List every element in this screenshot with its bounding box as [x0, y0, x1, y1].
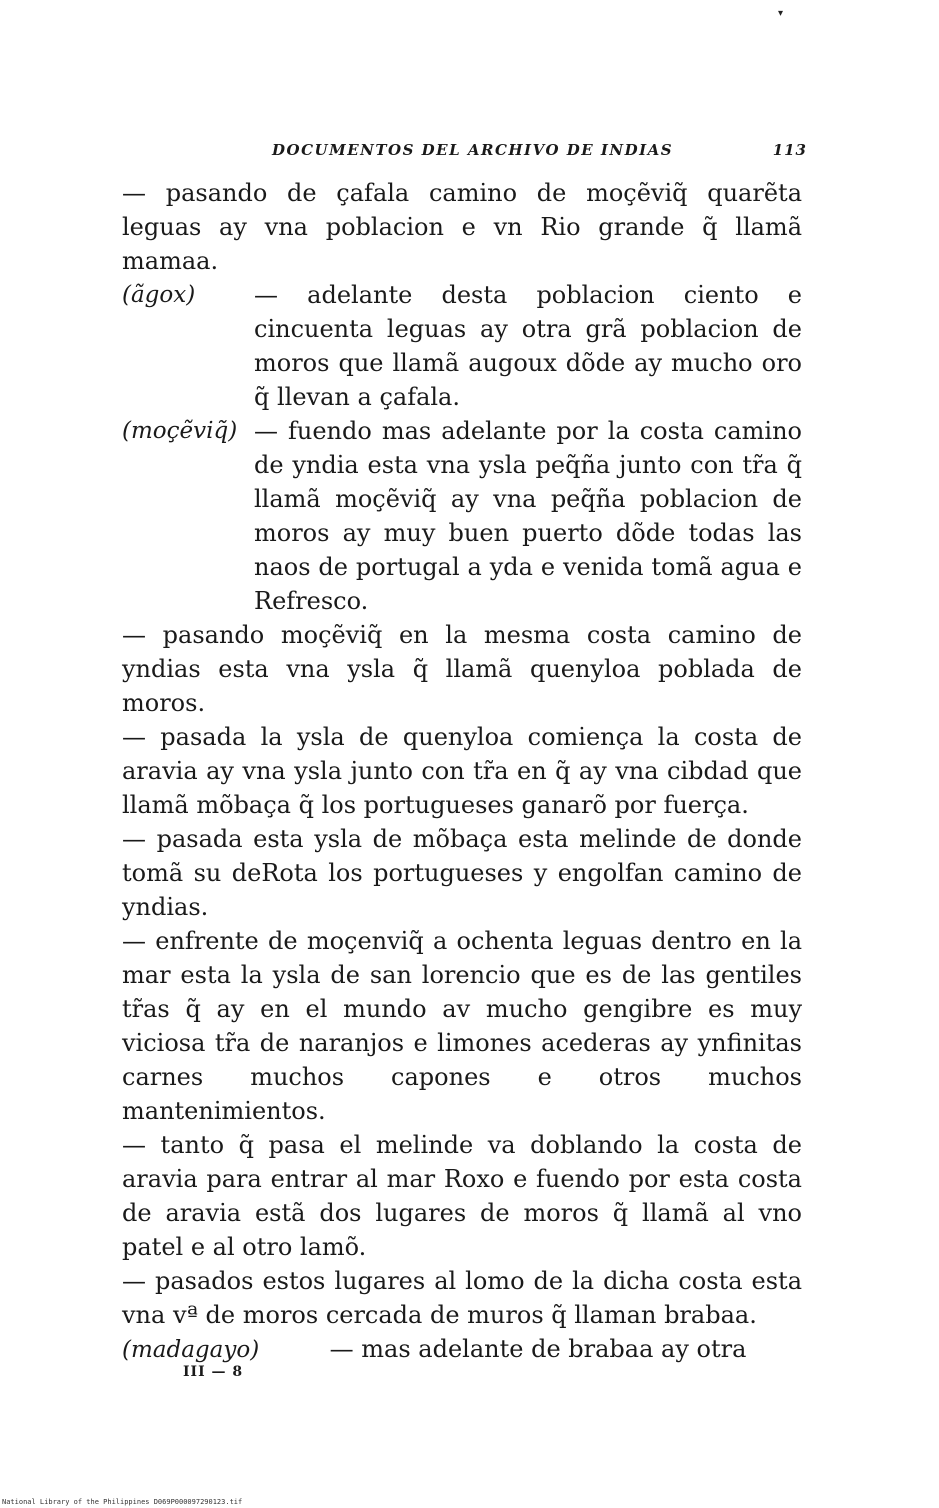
paragraph	[122, 278, 802, 414]
speck-mark: ▾	[778, 8, 784, 19]
paragraph	[122, 1332, 802, 1367]
paragraph	[122, 720, 802, 822]
paragraph-text: — tanto q̃ pasa el melinde va doblando la costa de aravia para entrar al mar Roxo e fuendo por esta costa de aravia estã dos lugares de moros q̃ llamã al vno patel e al otro lamõ.	[122, 1131, 802, 1261]
paragraph-text: — pasada la ysla de quenyloa comiença la costa de aravia ay vna ysla junto con tr̃a en q̃ ay vna cibdad que llamã mõbaça q̃ los portugueses ganarõ por fuerça.	[122, 723, 802, 819]
paragraph-text: — pasados estos lugares al lomo de la dicha costa esta vna vª de moros cercada de muros q̃ llaman brabaa.	[122, 1267, 802, 1329]
paragraph	[122, 924, 802, 1128]
paragraph-text: — pasada esta ysla de mõbaça esta melinde de donde tomã su deRota los portugueses y engolfan camino de yndias.	[122, 825, 802, 921]
margin-note: (ãgox)	[122, 282, 196, 308]
margin-note: (moçẽviq̃)	[122, 418, 238, 444]
text-body	[122, 176, 802, 1367]
paragraph	[122, 822, 802, 924]
paragraph	[122, 414, 802, 618]
paragraph-text: — enfrente de moçenviq̃ a ochenta leguas dentro en la mar esta la ysla de san lorencio que es de las gentiles tr̃as q̃ ay en el mundo av mucho gengibre es muy viciosa tr̃a de naranjos e limones acederas ay ynfinitas carnes muchos capones e otros muchos mantenimientos.	[122, 927, 802, 1125]
running-header	[272, 141, 807, 161]
paragraph-text: — mas adelante de brabaa ay otra	[329, 1335, 747, 1363]
paragraph-text: — adelante desta poblacion ciento e cincuenta leguas ay otra grã poblacion de moros que llamã augoux dõde ay mucho oro q̃ llevan a çafala.	[254, 281, 802, 411]
paragraph-text: — pasando moçẽviq̃ en la mesma costa camino de yndias esta vna ysla q̃ llamã quenyloa poblada de moros.	[122, 621, 802, 717]
paragraph	[122, 618, 802, 720]
paragraph-text: — pasando de çafala camino de moçẽviq̃ quarẽta leguas ay vna poblacion e vn Rio grande q̃ llamã mamaa.	[122, 179, 802, 275]
scan-footer: National Library of the Philippines D069P000097290123.tif	[2, 1498, 243, 1506]
paragraph-text: — fuendo mas adelante por la costa camino de yndia esta vna ysla peq̃ña junto con tr̃a q̃ llamã moçẽviq̃ ay vna peq̃ña poblacion de moros ay muy buen puerto dõde todas las naos de portugal a yda e venida tomã agua e Refresco.	[254, 417, 802, 615]
paragraph	[122, 176, 802, 278]
margin-note: (madagayo)	[122, 1337, 260, 1363]
signature-mark: III — 8	[183, 1364, 244, 1380]
running-title: DOCUMENTOS DEL ARCHIVO DE INDIAS	[272, 141, 674, 159]
paragraph	[122, 1264, 802, 1332]
paragraph	[122, 1128, 802, 1264]
page-number: 113	[772, 141, 807, 159]
